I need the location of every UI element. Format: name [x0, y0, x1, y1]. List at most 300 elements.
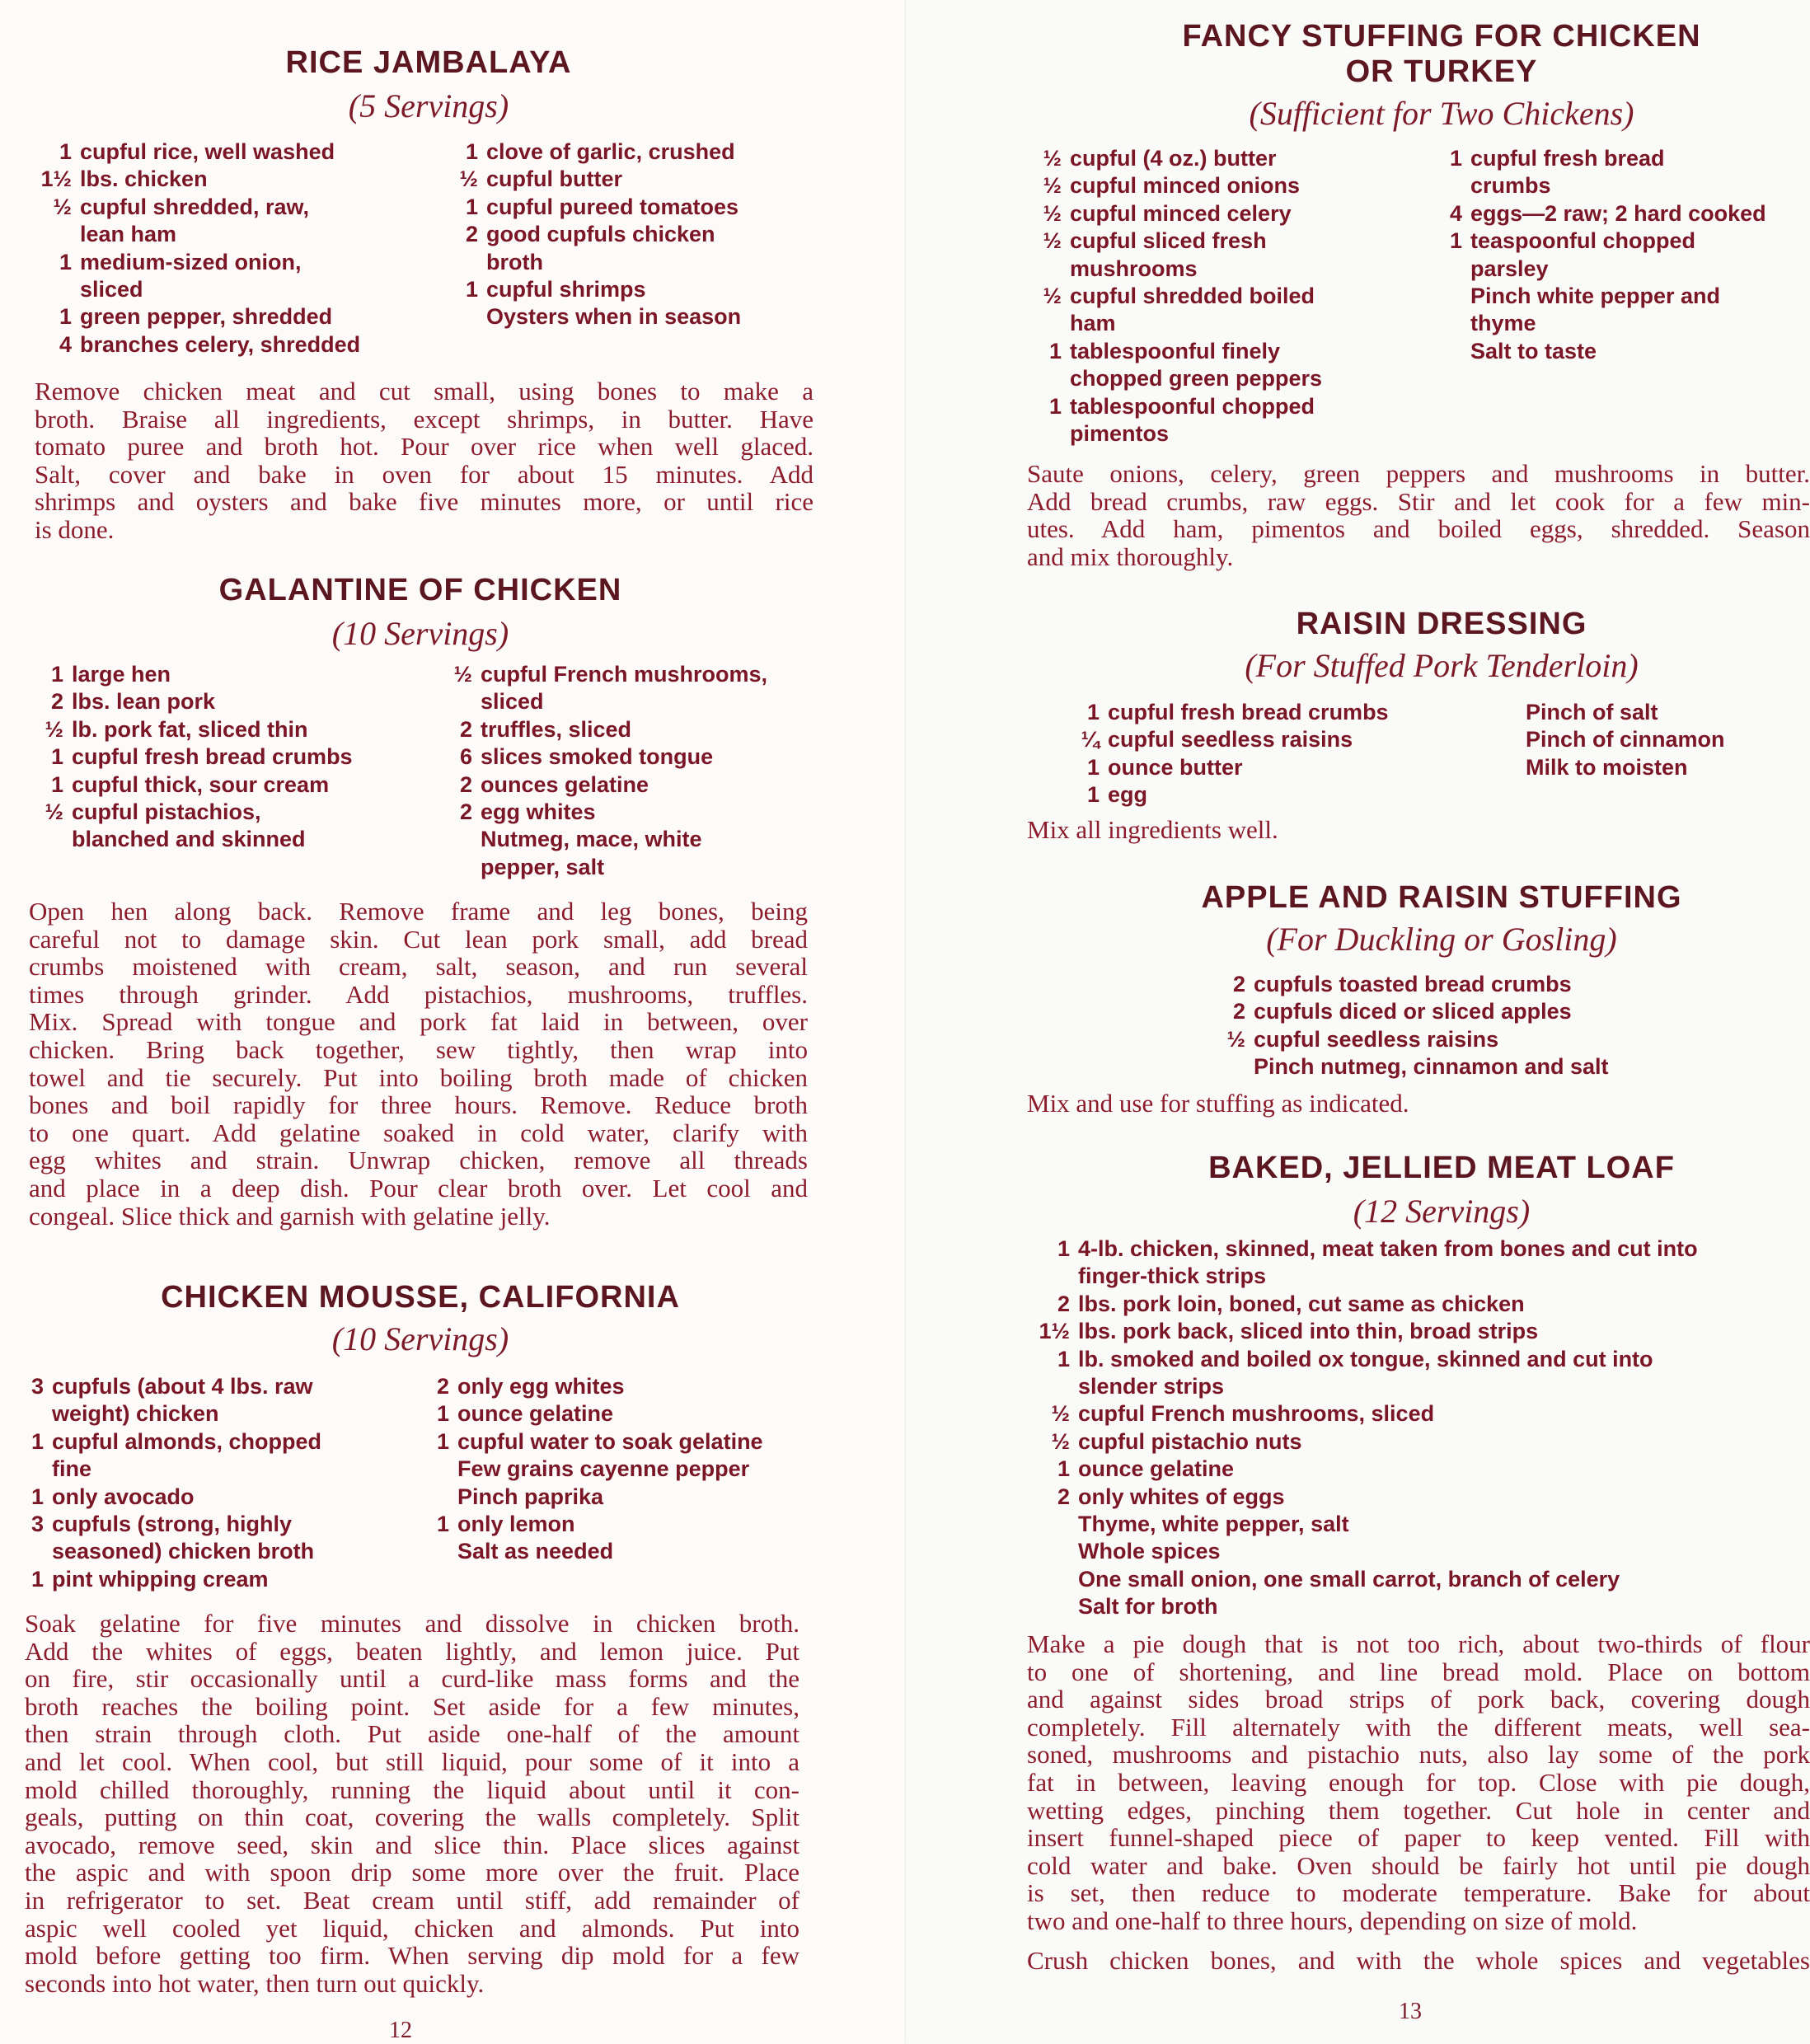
ingredient-quantity: 1½	[40, 166, 72, 192]
ingredient-text: tablespoonful finely	[1070, 338, 1281, 363]
ingredient-text: cupful shredded boiled	[1070, 284, 1315, 309]
ingredient-quantity: 3	[30, 1374, 44, 1399]
direction-line: and mix thoroughly.	[1027, 541, 1234, 571]
direction-line: broth reaches the boiling point. Set aside for a few minutes,	[25, 1691, 799, 1721]
ingredient-column-left	[45, 661, 353, 854]
ingredient-text: eggs—2 raw; 2 hard cooked	[1470, 200, 1766, 226]
ingredient-item	[1051, 1428, 1698, 1456]
ingredient-text: crumbs	[1470, 173, 1551, 199]
ingredient-item	[453, 661, 768, 716]
ingredient-text: pimentos	[1070, 421, 1170, 447]
ingredient-text: slender strips	[1078, 1374, 1225, 1399]
ingredient-text: medium-sized onion,	[80, 249, 302, 274]
ingredient-quantity: ½	[1226, 1026, 1245, 1052]
ingredient-text: tablespoonful chopped	[1070, 393, 1315, 419]
ingredient-quantity: ½	[1043, 200, 1062, 226]
direction-line: utes. Add ham, pimentos and boiled eggs, shredded. Season	[1027, 514, 1810, 544]
ingredient-text: Pinch nutmeg, cinnamon and salt	[1254, 1054, 1609, 1080]
ingredient-text: pint whipping cream	[52, 1566, 269, 1592]
direction-line: mold chilled thoroughly, running the liquid about until it con-	[25, 1774, 799, 1804]
ingredient-item	[50, 661, 353, 688]
ingredient-quantity: 2	[50, 689, 63, 715]
ingredient-item	[1043, 200, 1322, 227]
ingredient-quantity: ½	[1051, 1401, 1070, 1427]
ingredient-text: mushrooms	[1070, 256, 1198, 281]
directions	[25, 1610, 799, 1997]
ingredient-text: sliced	[80, 277, 143, 302]
ingredient-item	[457, 1538, 763, 1565]
ingredient-text: cupful pistachio nuts	[1078, 1428, 1302, 1454]
ingredient-quantity: 4	[1449, 200, 1462, 226]
direction-line: bones and boil rapidly for three hours. Remove. Reduce broth	[29, 1090, 808, 1120]
ingredient-quantity: 1	[1086, 700, 1100, 724]
ingredient-text: seasoned) chicken broth	[52, 1539, 315, 1564]
ingredient-text: cupfuls (about 4 lbs. raw	[52, 1374, 313, 1399]
ingredient-quantity: ½	[1043, 146, 1062, 171]
ingredient-quantity: 2	[1232, 972, 1245, 996]
ingredient-item	[1039, 1318, 1698, 1345]
recipe-servings: (5 Servings)	[348, 87, 509, 124]
ingredient-text: ounce gelatine	[1078, 1456, 1235, 1482]
left-page	[0, 0, 905, 2042]
ingredient-item	[481, 826, 767, 881]
direction-line: Add bread crumbs, raw eggs. Stir and let cook for a few min-	[1027, 486, 1810, 516]
ingredient-text: lbs. pork back, sliced into thin, broad strips	[1078, 1319, 1539, 1344]
ingredient-text: teaspoonful chopped	[1470, 228, 1695, 254]
ingredient-text: Nutmeg, mace, white	[481, 827, 702, 852]
ingredient-column-right	[459, 138, 742, 331]
ingredient-quantity: 1	[50, 744, 63, 770]
directions	[1027, 1090, 1810, 1118]
ingredient-text: truffles, sliced	[481, 716, 632, 742]
ingredient-quantity: 1	[465, 139, 478, 164]
direction-line: and place in a deep dish. Pour clear broth over. Let cool and	[29, 1173, 808, 1202]
direction-line: is set, then reduce to moderate temperature. Bake for about	[1027, 1878, 1810, 1908]
ingredient-list	[906, 699, 1810, 814]
ingredient-text: sliced	[481, 689, 544, 715]
ingredient-item	[459, 771, 767, 799]
ingredient-quantity: 4	[59, 331, 72, 357]
ingredient-item	[1043, 145, 1322, 172]
ingredient-column-right	[1526, 699, 1725, 781]
ingredient-item	[40, 166, 360, 193]
recipe-servings: (12 Servings)	[1353, 1193, 1531, 1230]
ingredient-quantity: 1½	[1039, 1319, 1070, 1344]
ingredient-quantity: 1	[30, 1566, 44, 1592]
ingredient-text: only lemon	[457, 1512, 575, 1537]
ingredient-text: slices smoked tongue	[481, 744, 714, 770]
ingredient-item	[465, 221, 741, 276]
ingredient-quantity: ½	[45, 716, 63, 742]
ingredient-text: thyme	[1470, 311, 1536, 336]
ingredient-text: Few grains cayenne pepper	[457, 1456, 750, 1482]
ingredient-item	[1526, 699, 1725, 726]
ingredient-text: egg whites	[481, 799, 596, 825]
ingredient-text: cupful French mushrooms,	[481, 662, 768, 687]
ingredient-item	[436, 1428, 763, 1456]
direction-line: and against sides broad strips of pork back, covering dough	[1027, 1685, 1810, 1714]
ingredient-item	[457, 1456, 763, 1483]
direction-line: to one of shortening, and line bread mold. Place on bottom	[1027, 1657, 1810, 1686]
directions	[1027, 460, 1810, 570]
ingredient-item	[1078, 1593, 1698, 1620]
ingredient-quantity: 1	[436, 1428, 449, 1454]
ingredient-quantity: ½	[53, 194, 72, 219]
direction-line: fat in between, leaving enough for top. Close with pie dough,	[1027, 1767, 1810, 1797]
recipe-servings: (10 Servings)	[331, 1320, 509, 1357]
ingredient-text: ounce butter	[1108, 754, 1243, 780]
ingredient-list	[0, 1373, 905, 1596]
ingredient-text: lbs. lean pork	[72, 689, 216, 715]
ingredient-column-left	[1226, 971, 1609, 1081]
ingredient-text: 4-lb. chicken, skinned, meat taken from bones and cut into	[1078, 1236, 1698, 1261]
direction-line: two and one-half to three hours, depending on size of mold.	[1027, 1906, 1638, 1935]
ingredient-text: only avocado	[52, 1484, 195, 1509]
ingredient-column-left	[1039, 1235, 1698, 1621]
ingredient-item	[1086, 781, 1389, 809]
ingredient-quantity: 1	[30, 1428, 44, 1454]
ingredient-item	[1057, 1346, 1698, 1401]
ingredient-text: parsley	[1470, 256, 1549, 281]
ingredient-item	[1449, 200, 1766, 227]
direction-line: completely. Fill alternately with the different meats, well sea-	[1027, 1712, 1810, 1742]
ingredient-quantity: 2	[459, 771, 472, 797]
directions	[1027, 1630, 1810, 1935]
ingredient-item	[1048, 338, 1323, 393]
ingredient-text: lb. smoked and boiled ox tongue, skinned and cut into	[1078, 1346, 1653, 1371]
ingredient-column-right	[453, 661, 768, 881]
ingredient-text: Pinch paprika	[457, 1484, 604, 1509]
ingredient-text: Pinch white pepper and	[1470, 284, 1721, 309]
ingredient-item	[436, 1373, 763, 1400]
ingredient-list	[0, 138, 905, 369]
ingredient-quantity: 2	[459, 799, 472, 825]
ingredient-list	[0, 661, 905, 884]
ingredient-item	[30, 1566, 321, 1593]
ingredient-item	[1078, 1511, 1698, 1538]
ingredient-quantity: 2	[1232, 999, 1245, 1024]
ingredient-text: branches celery, shredded	[80, 331, 361, 357]
ingredient-text: lean ham	[80, 222, 177, 247]
ingredient-text: fine	[52, 1456, 92, 1482]
ingredient-item	[1051, 1400, 1698, 1428]
ingredient-item	[1057, 1235, 1698, 1291]
ingredient-text: cupful water to soak gelatine	[457, 1428, 763, 1454]
ingredient-text: egg	[1108, 782, 1148, 808]
ingredient-item	[1526, 726, 1725, 753]
direction-line: then strain through cloth. Put aside one-half of the amount	[25, 1719, 799, 1749]
ingredient-quantity: 1	[436, 1401, 449, 1427]
directions	[1027, 816, 1810, 844]
continued-directions	[1027, 1947, 1810, 1975]
recipe-servings: (For Stuffed Pork Tenderloin)	[1245, 647, 1639, 684]
ingredient-text: pepper, salt	[481, 854, 605, 879]
ingredient-item	[459, 166, 741, 193]
ingredient-text: Pinch of salt	[1526, 700, 1658, 724]
direction-line: cold water and bake. Oven should be fairly hot until pie dough	[1027, 1850, 1810, 1880]
ingredient-text: Whole spices	[1078, 1539, 1221, 1564]
ingredient-text: cupful thick, sour cream	[72, 771, 330, 797]
direction-line: chicken. Bring back together, sew tightly, then wrap into	[29, 1034, 808, 1064]
ingredient-quantity: ¼	[1081, 727, 1100, 752]
ingredient-item	[53, 194, 360, 249]
ingredient-quantity: 1	[1449, 146, 1462, 171]
direction-line: towel and tie securely. Put into boiling broth made of chicken	[29, 1062, 808, 1092]
ingredient-text: weight) chicken	[52, 1401, 219, 1427]
ingredient-text: cupful shrimps	[486, 277, 646, 302]
ingredient-column-left	[40, 138, 361, 359]
ingredient-list	[906, 1235, 1810, 1620]
recipe-title: GALANTINE OF CHICKEN	[218, 573, 622, 607]
ingredient-item	[1043, 283, 1322, 338]
recipe-title: FANCY STUFFING FOR CHICKEN	[1182, 19, 1701, 54]
ingredient-text: cupful seedless raisins	[1108, 727, 1353, 752]
ingredient-item	[1086, 754, 1389, 781]
ingredient-item	[30, 1484, 321, 1511]
ingredient-text: cupful sliced fresh	[1070, 228, 1267, 254]
ingredient-text: cupfuls toasted bread crumbs	[1254, 972, 1572, 996]
ingredient-quantity: ½	[1043, 173, 1062, 199]
ingredient-item	[457, 1484, 763, 1511]
ingredient-quantity: ½	[1043, 228, 1062, 254]
ingredient-item	[1057, 1456, 1698, 1483]
ingredient-text: lb. pork fat, sliced thin	[72, 716, 308, 742]
ingredient-text: cupfuls diced or sliced apples	[1254, 999, 1572, 1024]
ingredient-item	[50, 688, 353, 715]
ingredient-quantity: 1	[436, 1512, 449, 1537]
ingredient-item	[465, 194, 741, 221]
ingredient-text: cupful (4 oz.) butter	[1070, 146, 1277, 171]
ingredient-item	[1043, 172, 1322, 199]
ingredient-item	[59, 138, 360, 166]
direction-line: careful not to damage skin. Cut lean pork small, add bread	[29, 924, 808, 954]
ingredient-item	[59, 331, 361, 359]
ingredient-quantity: 1	[50, 771, 63, 797]
ingredient-quantity: 1	[50, 662, 63, 687]
ingredient-quantity: 1	[59, 304, 72, 330]
direction-line: seconds into hot water, then turn out quickly.	[25, 1968, 485, 1998]
recipe-servings: (10 Servings)	[331, 615, 509, 652]
ingredient-item	[1081, 726, 1389, 753]
ingredient-quantity: 2	[465, 222, 478, 247]
ingredient-text: Pinch of cinnamon	[1526, 727, 1725, 752]
ingredient-quantity: 3	[30, 1512, 44, 1537]
ingredient-text: cupful minced onions	[1070, 173, 1301, 199]
ingredient-text: good cupfuls chicken	[486, 222, 715, 247]
ingredient-list	[906, 971, 1810, 1086]
ingredient-quantity: 1	[1086, 754, 1100, 780]
ingredient-item	[50, 771, 353, 799]
ingredient-item	[1226, 1026, 1609, 1053]
direction-line: broth. Braise all ingredients, except shrimps, in butter. Have	[35, 404, 814, 434]
direction-line: Crush chicken bones, and with the whole spices and vegetables	[1027, 1946, 1810, 1975]
recipe-title: RAISIN DRESSING	[1296, 607, 1587, 641]
ingredient-text: ounce gelatine	[457, 1401, 614, 1427]
ingredient-item	[1078, 1566, 1698, 1593]
ingredient-item	[45, 799, 353, 854]
directions	[29, 898, 808, 1230]
direction-line: Remove chicken meat and cut small, using bones to make a	[35, 377, 814, 406]
ingredient-text: lbs. chicken	[80, 166, 208, 192]
direction-line: avocado, remove seed, skin and slice thin. Place slices against	[25, 1830, 799, 1859]
ingredient-item	[465, 276, 741, 303]
direction-line: and let cool. When cool, but still liquid, pour some of it into a	[25, 1746, 799, 1776]
ingredient-item	[436, 1511, 763, 1538]
ingredient-item	[465, 138, 741, 166]
ingredient-text: ham	[1070, 311, 1116, 336]
ingredient-quantity: ½	[1051, 1428, 1070, 1454]
ingredient-text: broth	[486, 249, 543, 274]
ingredient-item	[1232, 971, 1609, 998]
ingredient-quantity: 1	[465, 194, 478, 219]
ingredient-text: cupful pistachios,	[72, 799, 261, 825]
ingredient-item	[1470, 283, 1766, 338]
direction-line: Salt, cover and bake in oven for about 15 minutes. Add	[35, 459, 814, 489]
ingredient-item	[1526, 754, 1725, 781]
ingredient-item	[30, 1373, 321, 1428]
direction-line: Mix. Spread with tongue and pork fat laid in between, over	[29, 1007, 808, 1037]
ingredient-text: lbs. pork loin, boned, cut same as chicken	[1078, 1291, 1525, 1316]
direction-line: aspic well cooled yet liquid, chicken and almonds. Put into	[25, 1913, 799, 1943]
ingredient-quantity: 1	[1048, 393, 1062, 419]
ingredient-quantity: 2	[1057, 1484, 1070, 1509]
ingredient-item	[50, 743, 353, 771]
ingredient-item	[1078, 1538, 1698, 1565]
direction-line: congeal. Slice thick and garnish with gelatine jelly.	[29, 1201, 551, 1231]
ingredient-quantity: 1	[59, 249, 72, 274]
ingredient-text: cupful pureed tomatoes	[486, 194, 739, 219]
ingredient-text: Salt for broth	[1078, 1594, 1218, 1620]
ingredient-text: clove of garlic, crushed	[486, 139, 735, 164]
recipe-title: BAKED, JELLIED MEAT LOAF	[1208, 1151, 1675, 1185]
ingredient-item	[45, 716, 353, 743]
ingredient-item	[459, 716, 767, 743]
ingredient-text: cupful butter	[486, 166, 622, 192]
ingredient-column-left	[30, 1373, 322, 1593]
ingredient-quantity: 2	[459, 716, 472, 742]
direction-line: mold before getting too firm. When serving dip mold for a few	[25, 1941, 799, 1971]
ingredient-item	[1043, 227, 1322, 283]
direction-line: Add the whites of eggs, beaten lightly, and lemon juice. Put	[25, 1636, 799, 1666]
ingredient-text: Oysters when in season	[486, 304, 742, 330]
ingredient-item	[1057, 1484, 1698, 1511]
ingredient-item	[1232, 998, 1609, 1025]
ingredient-quantity: 1	[1057, 1456, 1070, 1482]
direction-line: on fire, stir occasionally until a curd-like mass forms and the	[25, 1664, 799, 1694]
ingredient-text: green pepper, shredded	[80, 304, 333, 330]
ingredient-text: Milk to moisten	[1526, 754, 1688, 780]
ingredient-list	[906, 145, 1810, 450]
ingredient-quantity: 1	[1048, 338, 1062, 363]
ingredient-text: Salt as needed	[457, 1539, 614, 1564]
direction-line: soned, mushrooms and pistachio nuts, also lay some of the pork	[1027, 1740, 1810, 1770]
recipe-title-line-2: OR TURKEY	[1345, 54, 1538, 89]
ingredient-item	[30, 1428, 322, 1484]
ingredient-quantity: 6	[459, 744, 472, 770]
direction-line: is done.	[35, 514, 115, 544]
ingredient-item	[459, 799, 767, 826]
ingredient-column-left	[1043, 145, 1323, 448]
right-page	[905, 0, 1810, 2042]
direction-line: crumbs moistened with cream, salt, season, and run several	[29, 952, 808, 982]
ingredient-item	[1449, 145, 1766, 200]
ingredient-text: only egg whites	[457, 1374, 625, 1399]
ingredient-text: Salt to taste	[1470, 338, 1597, 363]
ingredient-item	[486, 303, 741, 331]
direction-line: to one quart. Add gelatine soaked in cold water, clarify with	[29, 1118, 808, 1147]
ingredient-quantity: 1	[1057, 1346, 1070, 1371]
ingredient-item	[1086, 699, 1389, 726]
direction-line: insert funnel-shaped piece of paper to keep vented. Fill with	[1027, 1823, 1810, 1853]
recipe-servings: (Sufficient for Two Chickens)	[1249, 95, 1634, 132]
ingredient-item	[1470, 338, 1766, 365]
direction-line: Make a pie dough that is not too rich, about two-thirds of flour	[1027, 1629, 1810, 1658]
ingredient-text: cupful fresh bread crumbs	[1108, 700, 1389, 724]
ingredient-item	[59, 303, 360, 331]
ingredient-text: only whites of eggs	[1078, 1484, 1285, 1509]
ingredient-text: chopped green peppers	[1070, 366, 1323, 391]
recipe-servings: (For Duckling or Gosling)	[1266, 921, 1617, 958]
direction-line: Mix all ingredients well.	[1027, 815, 1278, 844]
page-number: 12	[389, 2018, 412, 2043]
recipe-title: CHICKEN MOUSSE, CALIFORNIA	[161, 1280, 680, 1315]
ingredient-text: finger-thick strips	[1078, 1263, 1267, 1289]
ingredient-text: cupful almonds, chopped	[52, 1428, 322, 1454]
ingredient-text: cupful rice, well washed	[80, 139, 335, 164]
ingredient-quantity: 1	[1057, 1236, 1070, 1261]
direction-line: Soak gelatine for five minutes and dissolve in chicken broth.	[25, 1609, 799, 1638]
ingredient-quantity: 1	[1449, 228, 1462, 254]
ingredient-item	[59, 249, 360, 304]
ingredient-item	[436, 1400, 763, 1428]
direction-line: geals, putting on thin coat, covering the walls completely. Split	[25, 1803, 799, 1832]
ingredient-item	[1449, 227, 1766, 283]
ingredient-quantity: 1	[30, 1484, 44, 1509]
recipe-title: RICE JAMBALAYA	[285, 45, 572, 80]
ingredient-quantity: ½	[1043, 284, 1062, 309]
ingredient-text: Thyme, white pepper, salt	[1078, 1512, 1349, 1537]
ingredient-item	[1057, 1291, 1698, 1318]
ingredient-item	[30, 1511, 321, 1566]
recipe-title: APPLE AND RAISIN STUFFING	[1201, 880, 1682, 915]
ingredient-text: cupful fresh bread crumbs	[72, 744, 353, 770]
direction-line: the aspic and with spoon drip some more over the fruit. Place	[25, 1858, 799, 1887]
ingredient-text: cupful shredded, raw,	[80, 194, 310, 219]
direction-line: Mix and use for stuffing as indicated.	[1027, 1089, 1409, 1118]
ingredient-text: One small onion, one small carrot, branch of celery	[1078, 1566, 1620, 1592]
page-number: 13	[1399, 1999, 1422, 2024]
ingredient-column-left	[1081, 699, 1389, 809]
direction-line: egg whites and strain. Unwrap chicken, remove all threads	[29, 1146, 808, 1175]
ingredient-text: cupful seedless raisins	[1254, 1026, 1499, 1052]
direction-line: times through grinder. Add pistachios, mushrooms, truffles.	[29, 979, 808, 1009]
ingredient-text: large hen	[72, 662, 171, 687]
direction-line: in refrigerator to set. Beat cream until stiff, add remainder of	[25, 1885, 799, 1915]
ingredient-quantity: ½	[459, 166, 478, 192]
ingredient-text: cupfuls (strong, highly	[52, 1512, 292, 1537]
direction-line: Open hen along back. Remove frame and leg bones, being	[29, 897, 808, 926]
ingredient-text: ounces gelatine	[481, 771, 649, 797]
ingredient-item	[1048, 393, 1322, 448]
direction-line: Saute onions, celery, green peppers and mushrooms in butter.	[1027, 459, 1810, 488]
ingredient-column-right	[436, 1373, 763, 1566]
ingredient-text: blanched and skinned	[72, 827, 306, 852]
ingredient-quantity: 1	[59, 139, 72, 164]
ingredient-quantity: ½	[45, 799, 63, 825]
ingredient-item	[459, 743, 767, 771]
ingredient-quantity: ½	[453, 662, 472, 687]
directions	[35, 377, 814, 544]
